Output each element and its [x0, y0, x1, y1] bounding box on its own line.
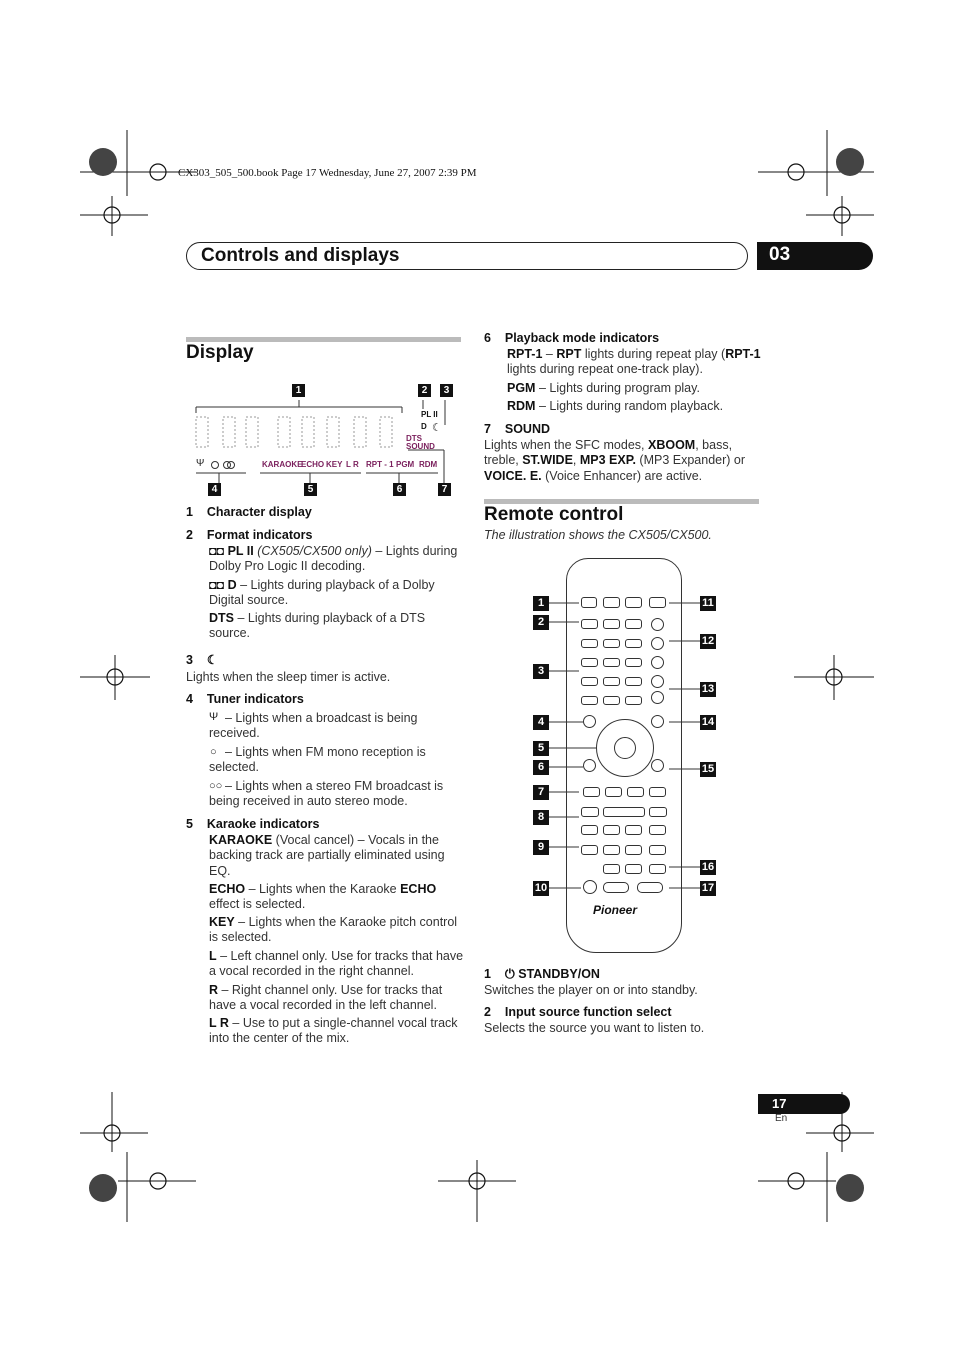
- remote-callout-6: 6: [533, 760, 549, 775]
- remote-callout-11: 11: [700, 596, 716, 611]
- section-header: [186, 242, 748, 270]
- display-item-5: 5 Karaoke indicators: [186, 817, 320, 831]
- indicator-rdm: RDM: [419, 460, 438, 469]
- indicator-d: D: [421, 422, 427, 431]
- sleep-text: Lights when the sleep timer is active.: [186, 670, 391, 684]
- callout-3: 3: [440, 384, 453, 397]
- pgm-text: PGM – Lights during program play.: [507, 381, 700, 395]
- callout-6: 6: [393, 483, 406, 496]
- callout-5: 5: [304, 483, 317, 496]
- remote-callout-12: 12: [701, 635, 715, 647]
- format-dolby-d: ◘◘ D – Lights during playback of a Dolby Digital source.: [209, 578, 435, 608]
- callout-4: 4: [208, 483, 221, 496]
- page-title: Controls and displays: [201, 245, 400, 266]
- antenna-icon: Ψ: [196, 458, 205, 469]
- tuner-stereo: – Lights when a stereo FM broadcast is being received in auto stereo mode.: [209, 779, 444, 809]
- rdm-text: RDM – Lights during random playback.: [507, 399, 724, 413]
- remote-callout-14: 14: [701, 716, 715, 728]
- chapter-tab: [757, 242, 873, 270]
- indicator-echo: ECHO: [301, 460, 325, 469]
- sleep-icon: ☾: [432, 422, 442, 434]
- rpt-text: RPT-1 – RPT lights during repeat play (RPT-1 lights during repeat one-track play).: [507, 347, 761, 377]
- indicator-dts: DTS: [406, 434, 422, 443]
- display-item-4: 4 Tuner indicators: [186, 692, 304, 706]
- remote-leader-lines: [549, 590, 701, 900]
- display-item-1: 1 Character display: [186, 505, 312, 519]
- display-item-2: 2 Format indicators: [186, 528, 313, 542]
- indicator-r: R: [353, 460, 359, 469]
- display-rule: [186, 337, 461, 342]
- page-number-tab: [758, 1094, 850, 1114]
- remote-callout-8: 8: [533, 810, 549, 825]
- power-icon: ⏻: [504, 967, 515, 981]
- remote-callout-10: 10: [534, 882, 548, 894]
- tuner-mono: – Lights when FM mono reception is selected.: [209, 745, 426, 775]
- page-number: 17: [772, 1096, 787, 1111]
- remote-callout-17: 17: [701, 882, 715, 894]
- format-pl2: ◘◘ PL II (CX505/CX500 only) – Lights during Dolby Pro Logic II decoding.: [209, 544, 458, 574]
- indicator-sound: SOUND: [406, 442, 435, 451]
- remote-callout-9: 9: [533, 840, 549, 855]
- chapter-number: 03: [769, 244, 791, 265]
- remote-callout-4: 4: [533, 715, 549, 730]
- display-item-7: 7 SOUND: [484, 422, 551, 436]
- remote-callout-1: 1: [533, 596, 549, 611]
- remote-caption: The illustration shows the CX505/CX500.: [484, 528, 712, 542]
- file-info-line: CX303_505_500.book Page 17 Wednesday, June 27, 2007 2:39 PM: [178, 167, 477, 179]
- remote-callout-15: 15: [701, 763, 715, 775]
- remote-callout-16: 16: [701, 861, 715, 873]
- remote-callout-13: 13: [701, 683, 715, 695]
- sound-text: Lights when the SFC modes, XBOOM, bass, treble, ST.WIDE, MP3 EXP. (MP3 Expander) or VOICE. E. (Voice Enhancer) are active.: [484, 438, 746, 483]
- remote-heading: Remote control: [484, 504, 624, 525]
- indicator-rpt1: RPT - 1: [366, 460, 394, 469]
- remote-callout-2: 2: [533, 615, 549, 630]
- echo-text: ECHO – Lights when the Karaoke ECHO effect is selected.: [209, 882, 437, 912]
- indicator-pl2: PL II: [421, 410, 438, 419]
- indicator-pgm: PGM: [396, 460, 415, 469]
- karaoke-text: KARAOKE (Vocal cancel) – Vocals in the backing track are partially eliminated using EQ.: [209, 833, 445, 878]
- l-text: L – Left channel only. Use for tracks that have a vocal recorded in the right channel.: [209, 949, 464, 979]
- antenna-icon-small: Ψ: [209, 711, 219, 723]
- tuner-broadcast: – Lights when a broadcast is being received.: [209, 711, 418, 741]
- remote-callout-3: 3: [533, 664, 549, 679]
- indicator-karaoke: KARAOKE: [262, 460, 303, 469]
- indicator-l: L: [346, 460, 351, 469]
- remote-item-1-text: Switches the player on or into standby.: [484, 983, 698, 997]
- remote-callout-5: 5: [533, 741, 549, 756]
- display-item-6: 6 Playback mode indicators: [484, 331, 660, 345]
- callout-1: 1: [292, 384, 305, 397]
- stereo-icon: ○○: [209, 780, 223, 792]
- remote-callout-7: 7: [533, 785, 549, 800]
- format-dts: DTS – Lights during playback of a DTS source.: [209, 611, 426, 641]
- remote-item-2-text: Selects the source you want to listen to.: [484, 1021, 705, 1035]
- callout-7: 7: [438, 483, 451, 496]
- indicator-key: KEY: [326, 460, 343, 469]
- language-label: En: [775, 1113, 788, 1124]
- key-text: KEY – Lights when the Karaoke pitch control is selected.: [209, 915, 458, 945]
- lr-text: L R – Use to put a single-channel vocal track into the center of the mix.: [209, 1016, 458, 1046]
- remote-item-1: 1 ⏻ STANDBY/ON: [484, 967, 600, 981]
- callout-2: 2: [418, 384, 431, 397]
- r-text: R – Right channel only. Use for tracks that have a vocal recorded in the left channel.: [209, 983, 443, 1013]
- display-item-3: 3 ☾: [186, 653, 219, 667]
- display-heading: Display: [186, 342, 254, 363]
- remote-item-2: 2 Input source function select: [484, 1005, 672, 1019]
- remote-brand-logo: Pioneer: [593, 903, 638, 917]
- mono-icon: ○: [210, 746, 217, 758]
